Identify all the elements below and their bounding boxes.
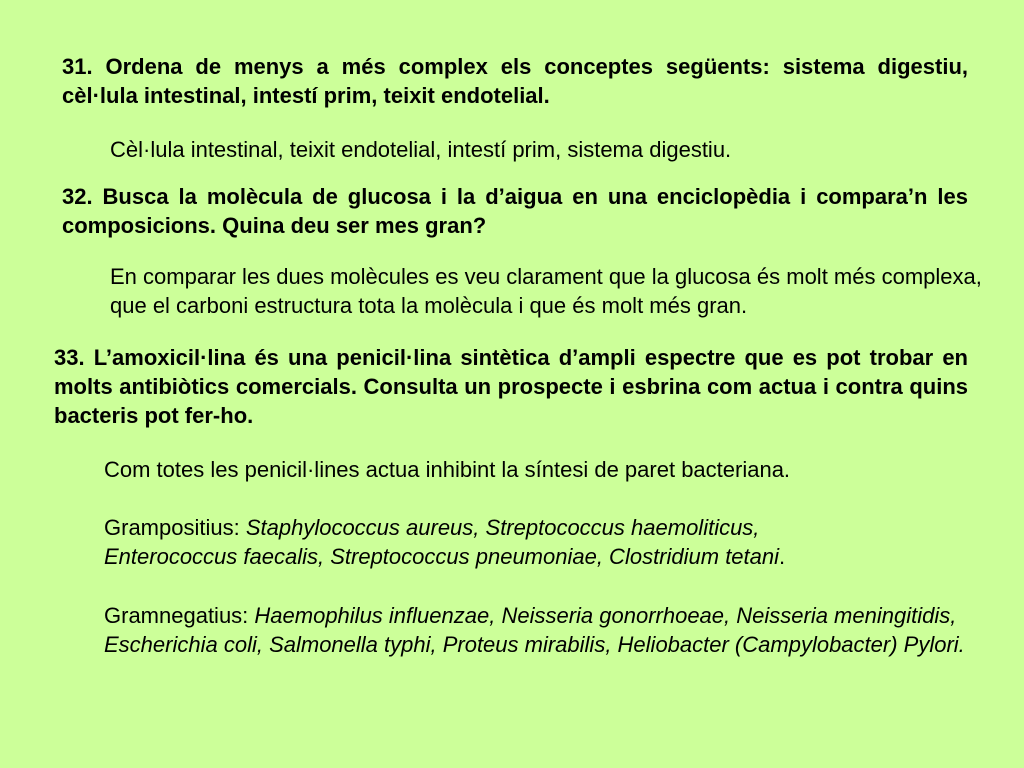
grampositius-label: Grampositius:: [104, 515, 246, 540]
question-32: 32. Busca la molècula de glucosa i la d’aigua en una enciclopèdia i compara’n les composicions. Quina deu ser mes gran?: [62, 184, 968, 238]
gramnegatius-label: Gramnegatius:: [104, 603, 255, 628]
answer-31: Cèl·lula intestinal, teixit endotelial, intestí prim, sistema digestiu.: [110, 137, 732, 162]
question-31: 31. Ordena de menys a més complex els conceptes següents: sistema digestiu, cèl·lula intestinal, intestí prim, teixit endotelial.: [62, 54, 968, 108]
answer-33: Com totes les penicil·lines actua inhibint la síntesi de paret bacteriana.: [104, 457, 791, 482]
grampositius-end: .: [779, 544, 786, 569]
grampositius-list: Staphylococcus aureus, Streptococcus haemoliticus, Enterococcus faecalis, Streptococcus pneumoniae, Clostridium tetani: [104, 515, 780, 569]
answer-32: En comparar les dues molècules es veu clarament que la glucosa és molt més complexa, que el carboni estructura tota la molècula i que és molt més gran.: [110, 264, 982, 318]
gramnegatius-list: Haemophilus influenzae, Neisseria gonorrhoeae, Neisseria meningitidis, Escherichia coli, Salmonella typhi, Proteus mirabilis, Heliobacter (Campylobacter) Pylori.: [104, 603, 965, 657]
gramnegatius-paragraph: [104, 601, 974, 659]
question-33: 33. L’amoxicil·lina és una penicil·lina sintètica d’ampli espectre que es pot trobar en molts antibiòtics comercials. Consulta un prospecte i esbrina com actua i contra quins bacteris pot fer-ho.: [54, 345, 968, 428]
grampositius-paragraph: [104, 513, 894, 571]
